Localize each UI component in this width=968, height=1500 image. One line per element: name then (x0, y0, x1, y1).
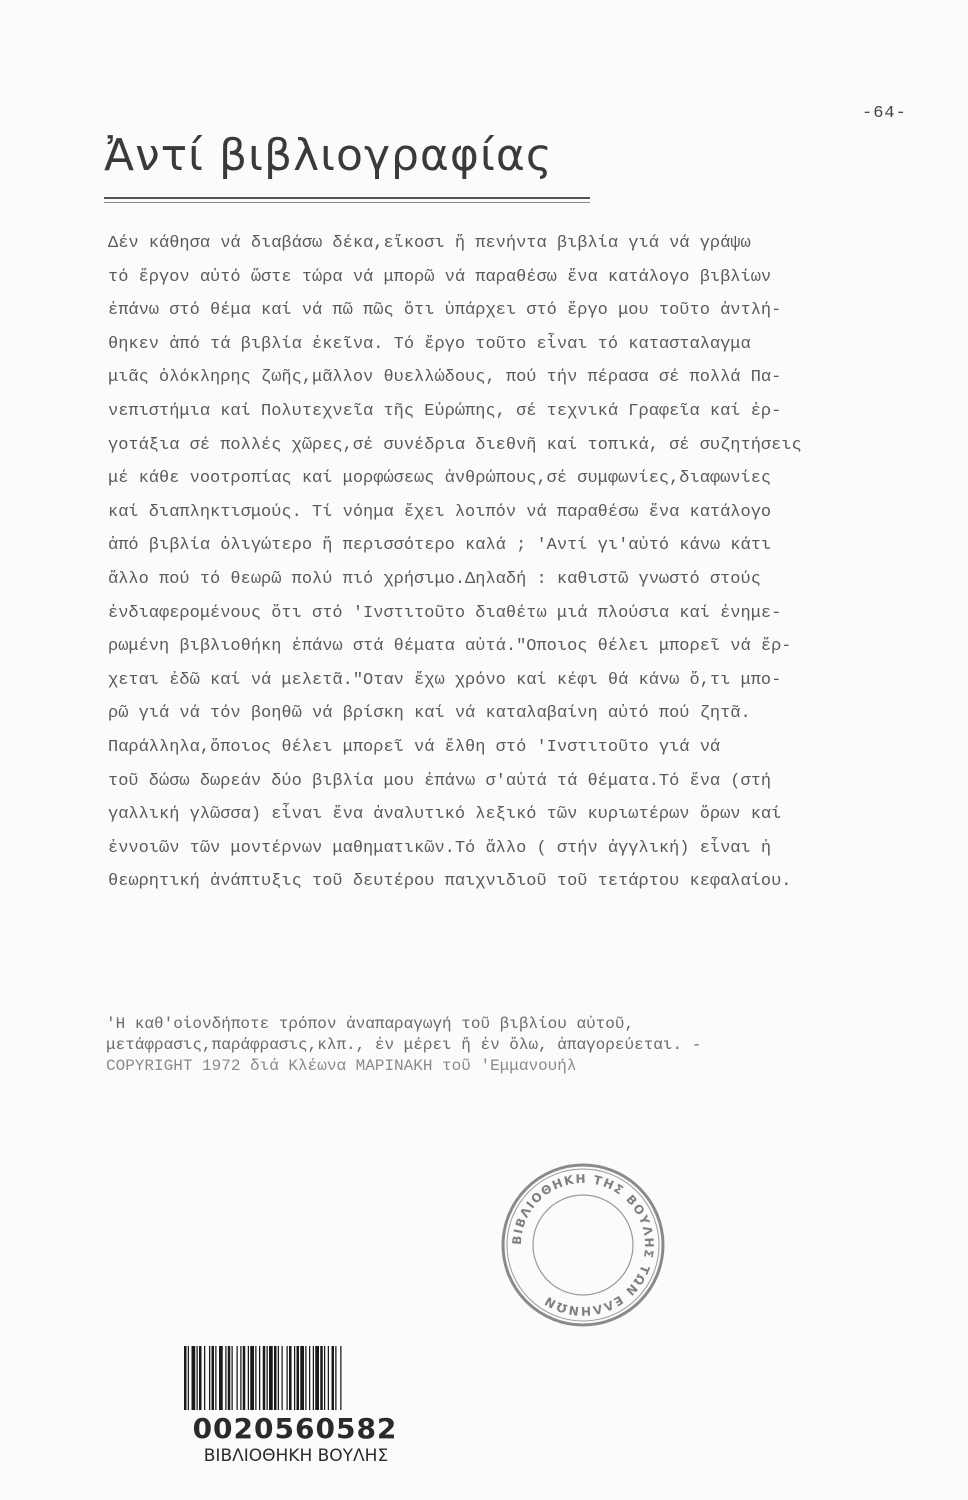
barcode-bar (340, 1346, 341, 1410)
body-line: γοτάξια σέ πολλές χῶρες,σέ συνέδρια διεθνῆ καί τοπικά, σέ συζητήσεις (108, 435, 802, 455)
barcode-bar (212, 1346, 215, 1410)
barcode-bars (182, 1346, 408, 1412)
barcode-bar (313, 1346, 314, 1410)
body-line: χεται ἐδῶ καί νά μελετᾶ."Οταν ἔχω χρόνο καί κέφι θά κάνω ὅ,τι μπο- (108, 670, 782, 690)
barcode-bar (332, 1346, 335, 1410)
barcode-bar (250, 1346, 254, 1410)
barcode-bar (243, 1346, 246, 1410)
notice-line: 'Η καθ'οἱονδήποτε τρόπον ἀναπαραγωγή τοῦ βιβλίου αὐτοῦ, (106, 1015, 635, 1033)
barcode-bar (188, 1346, 189, 1410)
barcode-bar (197, 1346, 198, 1410)
stamp-text: ΒΙΒΛΙΟΘΗΚΗ ΤΗΣ ΒΟΥΛΗΣ ΤΩΝ ΕΛΛΗΝΩΝ (509, 1171, 657, 1319)
barcode-bar (228, 1346, 231, 1410)
barcode-bar (199, 1346, 202, 1410)
body-line: ρωμένη βιβλιοθήκη ἐπάνω στά θέματα αὐτά."Οποιος θέλει μπορεῖ νά ἔρ- (108, 637, 792, 657)
barcode-bar (328, 1346, 329, 1410)
copyright-notice (106, 1014, 906, 1077)
barcode-bar (278, 1346, 279, 1410)
barcode-bar (215, 1346, 216, 1410)
barcode-bar (225, 1346, 226, 1410)
body-line: τοῦ δώσω δωρεάν δύο βιβλία μου ἐπάνω σ'αὐτά τά θέματα.Τό ἕνα (στή (108, 771, 772, 791)
body-line: μιᾶς ὁλόκληρης ζωῆς,μᾶλλον θυελλώδους, πού τήν πέρασα σέ πολλά Πα- (108, 368, 782, 388)
body-line: νεπιστήμια καί Πολυτεχνεῖα τῆς Εὐρώπης, σέ τεχνικά Γραφεῖα καί ἐρ- (108, 401, 782, 421)
page-title: Ἀντί βιβλιογραφίας (104, 130, 553, 181)
barcode-bar (209, 1346, 210, 1410)
svg-text:ΒΙΒΛΙΟΘΗΚΗ ΤΗΣ ΒΟΥΛΗΣ ΤΩΝ ΕΛΛΗ (510, 1172, 656, 1318)
barcode-bar (309, 1346, 310, 1410)
barcode-bar (320, 1346, 323, 1410)
page-number: -64- (862, 104, 907, 123)
body-line: ἐννοιῶν τῶν μοντέρνων μαθηματικῶν.Τό ἄλλο ( στήν ἀγγλική) εἶναι ἡ (108, 838, 772, 858)
body-line: ἐνδιαφερομένους ὅτι στό 'Ινστιτοῦτο διαθέτω μιά πλούσια καί ἐνημε- (108, 603, 782, 623)
barcode-bar (287, 1346, 288, 1410)
barcode-bar (294, 1346, 295, 1410)
barcode-label: ΒΙΒΛΙΟΘΗΚΗ ΒΟΥΛΗΣ (203, 1446, 389, 1466)
title-underline (104, 197, 590, 199)
copyright-line: COPYRIGHT 1972 διά Κλέωνα ΜΑΡΙΝΑΚΗ τοῦ 'Εμμανουήλ (106, 1057, 577, 1075)
barcode-bar (184, 1346, 187, 1410)
barcode-bar (240, 1346, 241, 1410)
barcode-bar (219, 1346, 223, 1410)
barcode-bar (204, 1346, 205, 1410)
barcode-bar (269, 1346, 273, 1410)
body-text (108, 227, 918, 899)
barcode (182, 1346, 408, 1445)
body-line: ἀπό βιβλία ὀλιγώτερο ἤ περισσότερο καλά ; 'Αντί γι'αὐτό κάνω κάτι (108, 536, 772, 556)
barcode-bar (237, 1346, 238, 1410)
body-line: ἐπάνω στό θέμα καί νά πῶ πῶς ὅτι ὑπάρχει στό ἔργο μου τοῦτο ἀντλή- (108, 301, 782, 321)
barcode-bar (259, 1346, 260, 1410)
barcode-bar (255, 1346, 256, 1410)
barcode-bar (297, 1346, 300, 1410)
barcode-bar (289, 1346, 292, 1410)
barcode-bar (300, 1346, 304, 1410)
body-line: τό ἔργον αὐτό ὥστε τώρα νά μπορῶ νά παραθέσω ἕνα κατάλογο βιβλίων (108, 267, 772, 287)
body-line: μέ κάθε νοοτροπίας καί μορφώσεως ἀνθρώπους,σέ συμφωνίες,διαφωνίες (108, 469, 772, 489)
barcode-bar (324, 1346, 325, 1410)
notice-line: μετάφρασις,παράφρασις,κλπ., ἐν μέρει ἤ ἐν ὅλω, ἀπαγορεύεται. - (106, 1036, 702, 1054)
body-line: θηκεν ἀπό τά βιβλία ἐκεῖνα. Τό ἔργο τοῦτο εἶναι τό κατασταλαγμα (108, 334, 751, 354)
barcode-bar (192, 1346, 196, 1410)
barcode-bar (267, 1346, 268, 1410)
body-line: θεωρητική ἀνάπτυξις τοῦ δευτέρου παιχνιδιοῦ τοῦ τετάρτου κεφαλαίου. (108, 872, 792, 892)
body-line: Παράλληλα,ὅποιος θέλει μπορεῖ νά ἔλθη στό 'Ινστιτοῦτο γιά νά (108, 737, 721, 757)
body-line: ρῶ γιά νά τόν βοηθῶ νά βρίσκη καί νά καταλαβαίνη αὐτό πού ζητᾶ. (108, 704, 751, 724)
barcode-bar (248, 1346, 249, 1410)
barcode-bar (305, 1346, 306, 1410)
title-underline-thin (104, 202, 590, 203)
barcode-number: 0020560582 (192, 1412, 398, 1445)
body-line: Δέν κάθησα νά διαβάσω δέκα,εἴκοσι ἤ πενήντα βιβλία γιά νά γράψω (108, 234, 751, 253)
barcode-bar (274, 1346, 277, 1410)
barcode-bar (315, 1346, 319, 1410)
library-stamp (498, 1160, 668, 1330)
body-line: γαλλική γλῶσσα) εἶναι ἕνα ἀναλυτικό λεξικό τῶν κυριωτέρων ὅρων καί (108, 805, 782, 825)
body-line: καί διαπληκτισμούς. Τί νόημα ἔχει λοιπόν νά παραθέσω ἕνα κατάλογο (108, 502, 772, 522)
barcode-bar (232, 1346, 233, 1410)
barcode-bar (282, 1346, 283, 1410)
barcode-bar (263, 1346, 266, 1410)
barcode-bar (335, 1346, 336, 1410)
body-line: ἄλλο πού τό θεωρῶ πολύ πιό χρήσιμο.Δηλαδή : καθιστῶ γνωστό στούς (108, 569, 761, 589)
